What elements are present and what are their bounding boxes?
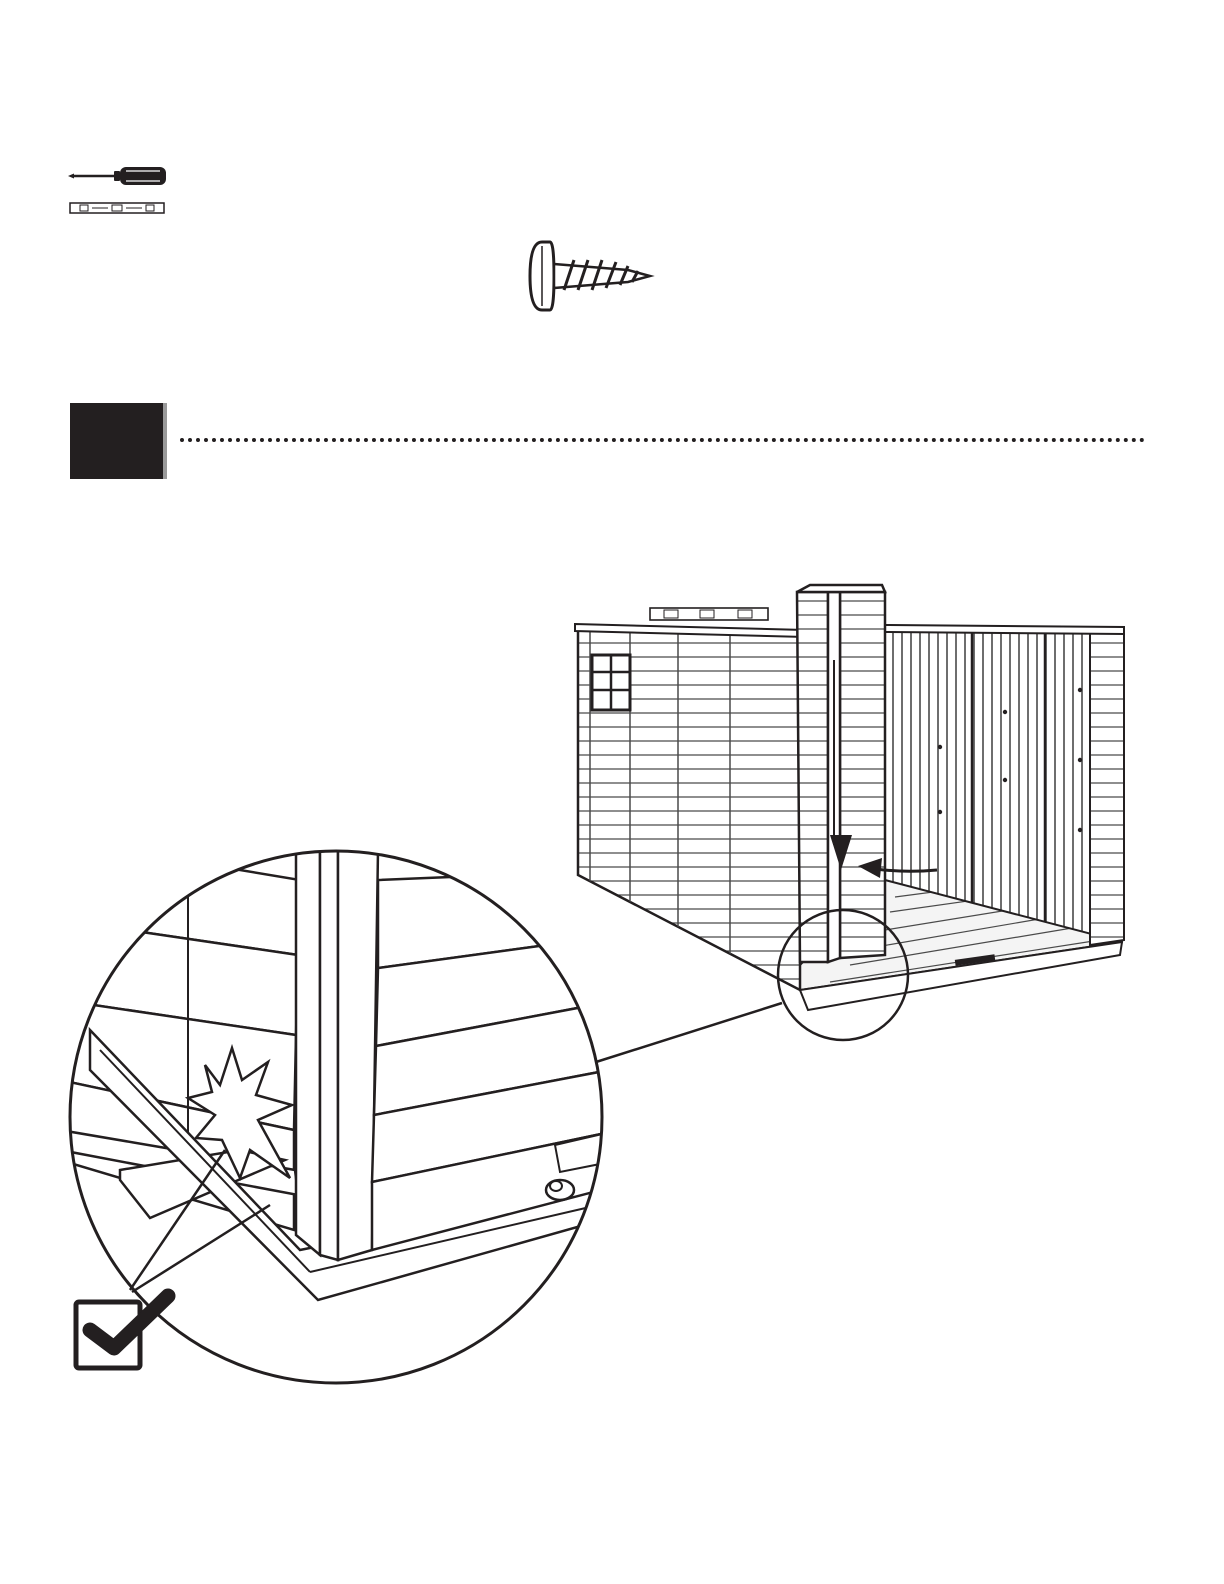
step-divider-dots <box>180 438 1145 442</box>
window <box>592 655 630 710</box>
step-number <box>70 403 163 479</box>
level-icon <box>70 203 164 213</box>
screwdriver-icon <box>68 167 166 185</box>
tools-group <box>68 160 172 224</box>
checkmark-icon <box>76 1296 168 1368</box>
shed-assembly-icon <box>575 585 1124 1010</box>
shed-illustration <box>0 560 1224 1440</box>
step-header <box>70 403 1150 483</box>
pan-head-screw-icon <box>524 238 660 314</box>
level-on-wall <box>650 608 768 620</box>
corner-post <box>797 585 885 962</box>
